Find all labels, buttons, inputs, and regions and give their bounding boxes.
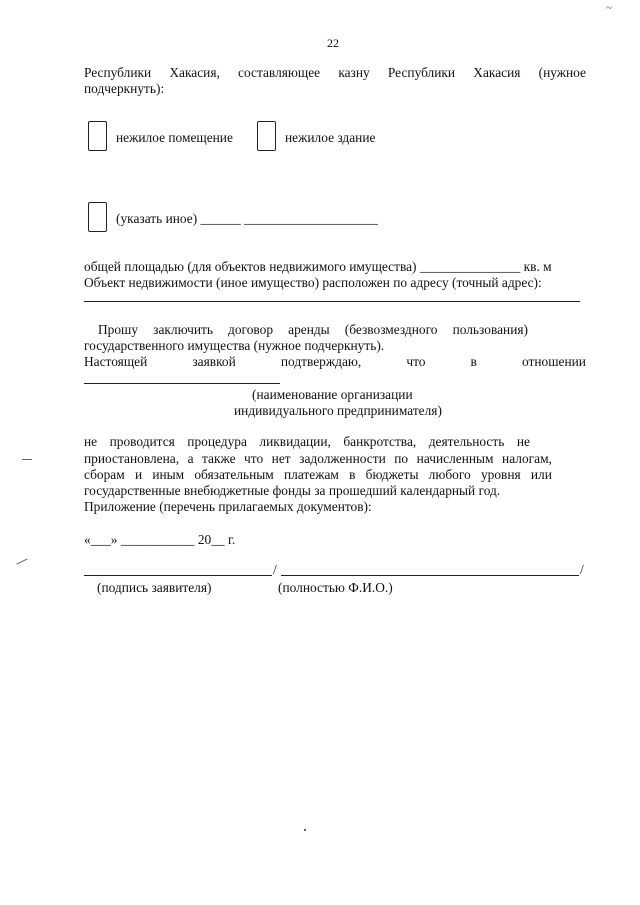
request.line1_words-word: пользования) — [452, 322, 528, 337]
area-line: общей площадью (для объектов недвижимого имущества) _______________ кв. м — [84, 259, 552, 274]
request.line3_words-word: отношении — [521, 354, 586, 369]
statement.line3_words-word: бюджеты — [365, 467, 419, 482]
request-line-1 — [98, 322, 528, 338]
request.line3_words-word: заявкой — [192, 354, 236, 369]
fullname-blank — [281, 575, 579, 576]
statement.line1_words-word: проводится — [109, 434, 175, 449]
statement.line1_words-word: не — [84, 434, 98, 449]
statement.line3_words-word: сборам — [84, 467, 125, 482]
corner-mark: ~ — [606, 2, 612, 14]
page-number: 22 — [327, 36, 339, 50]
request.line1_words-word: (безвозмездного — [344, 322, 438, 337]
signature-slash-2: / — [580, 562, 584, 577]
request.line3_words-word: что — [406, 354, 426, 369]
statement.line3_words-word: обязательным — [194, 467, 274, 482]
request-line-3 — [84, 354, 586, 370]
intro.line1_words-word: Хакасия — [473, 65, 521, 80]
statement.line3_words-word: в — [349, 467, 356, 482]
statement.line2_words-word: что — [244, 451, 264, 466]
statement.line2_words-word: налогам, — [502, 451, 552, 466]
fullname-caption: (полностью Ф.И.О.) — [278, 580, 393, 595]
statement.line3_words-word: и — [134, 467, 143, 482]
signature-blank — [84, 575, 272, 576]
scan-speck — [304, 829, 306, 831]
statement.line3_words-word: платежам — [283, 467, 339, 482]
statement-line-4: государственные внебюджетные фонды за прошедший календарный год. — [84, 483, 501, 498]
statement.line1_words-word: банкротства, — [343, 434, 417, 449]
statement.line2_words-word: а — [187, 451, 194, 466]
scan-speck — [16, 559, 27, 565]
statement-line-1 — [84, 434, 530, 450]
statement.line2_words-word: нет — [271, 451, 291, 466]
checkbox-nonres-building[interactable] — [257, 121, 276, 151]
label-nonres-premises: нежилое помещение — [116, 130, 233, 145]
intro-line-1 — [84, 65, 586, 81]
request-line-2: государственного имущества (нужное подчеркнуть). — [84, 338, 385, 353]
request.line1_words-word: заключить — [153, 322, 213, 337]
intro.line1_words-word: (нужное — [538, 65, 586, 80]
checkbox-other[interactable] — [88, 202, 107, 232]
statement-line-2 — [84, 451, 552, 467]
date-line: «___» ___________ 20__ г. — [84, 532, 236, 547]
address-line: Объект недвижимости (иное имущество) расположен по адресу (точный адрес): — [84, 275, 542, 290]
statement.line1_words-word: процедура — [187, 434, 247, 449]
applicant-signature-caption: (подпись заявителя) — [97, 580, 212, 595]
org-caption-line-1: (наименование организации — [252, 387, 413, 402]
org-caption-line-2: индивидуального предпринимателя) — [234, 403, 442, 418]
signature-slash-1: / — [273, 562, 277, 577]
label-other: (указать иное) ______ ____________________ — [116, 211, 378, 226]
statement-line-3 — [84, 467, 552, 483]
statement.line3_words-word: уровня — [480, 467, 521, 482]
intro-line-2: подчеркнуть): — [84, 81, 165, 96]
request.line3_words-word: Настоящей — [84, 354, 148, 369]
label-nonres-building: нежилое здание — [285, 130, 376, 145]
intro.line1_words-word: Республики — [84, 65, 152, 80]
request.line1_words-word: договор — [228, 322, 274, 337]
request.line1_words-word: аренды — [288, 322, 330, 337]
request.line3_words-word: в — [470, 354, 477, 369]
intro.line1_words-word: составляющее — [238, 65, 321, 80]
intro.line1_words-word: казну — [338, 65, 370, 80]
address-blank — [84, 301, 580, 302]
statement.line3_words-word: или — [530, 467, 552, 482]
statement.line1_words-word: не — [516, 434, 530, 449]
checkbox-nonres-premises[interactable] — [88, 121, 107, 151]
intro.line1_words-word: Республики — [387, 65, 456, 80]
organization-blank — [84, 383, 280, 384]
statement.line2_words-word: по — [394, 451, 409, 466]
request.line3_words-word: подтверждаю, — [280, 354, 362, 369]
intro.line1_words-word: Хакасия, — [169, 65, 220, 80]
statement.line1_words-word: ликвидации, — [259, 434, 331, 449]
statement.line3_words-word: любого — [428, 467, 471, 482]
statement.line2_words-word: задолженности — [299, 451, 386, 466]
request.line1_words-word: Прошу — [98, 322, 139, 337]
statement.line1_words-word: деятельность — [428, 434, 505, 449]
statement.line2_words-word: начисленным — [416, 451, 494, 466]
scan-speck — [22, 459, 32, 460]
statement.line2_words-word: также — [202, 451, 236, 466]
statement.line3_words-word: иным — [152, 467, 185, 482]
statement.line2_words-word: приостановлена, — [84, 451, 180, 466]
attachments-label: Приложение (перечень прилагаемых документов): — [84, 499, 372, 514]
